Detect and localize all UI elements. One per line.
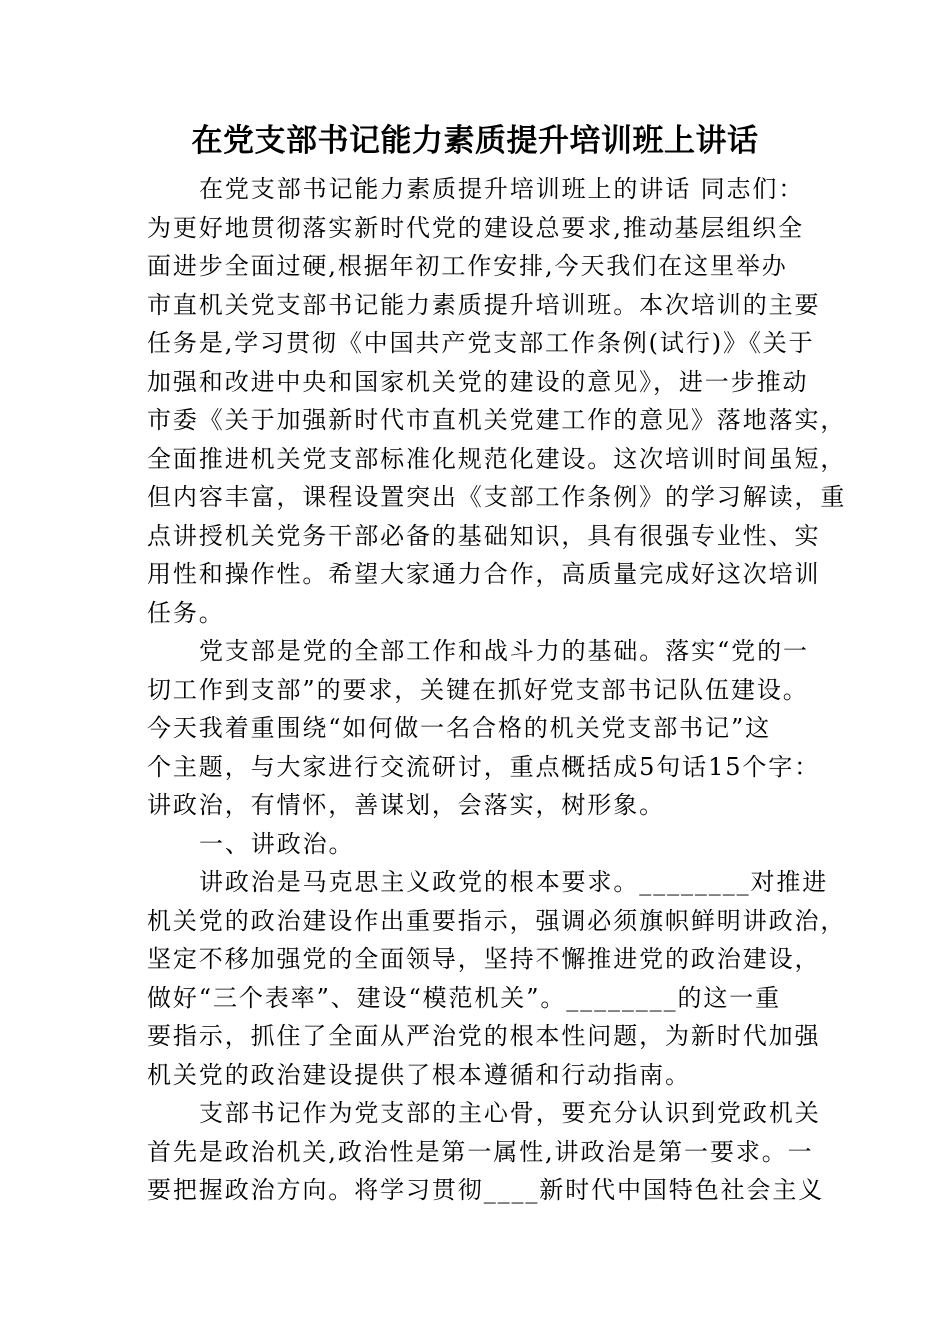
text-line: 讲政治，有情怀，善谋划，会落实，树形象。 — [147, 791, 665, 819]
text-line: 讲政治是马克思主义政党的根本要求。________对推进 — [199, 868, 829, 896]
text-line: 支部书记作为党支部的主心骨，要充分认识到党政机关 — [199, 1099, 821, 1127]
text-line: 首先是政治机关,政治性是第一属性,讲政治是第一要求。一 — [147, 1137, 814, 1166]
text-line: 机关党的政治建设提供了根本遵循和行动指南。 — [147, 1060, 691, 1089]
text-line: 点讲授机关党务干部必备的基础知识，具有很强专业性、实 — [147, 521, 821, 550]
text-line: 在党支部书记能力素质提升培训班上的讲话 同志们： — [199, 175, 805, 203]
text-line: 但内容丰富，课程设置突出《支部工作条例》的学习解读，重 — [147, 483, 847, 511]
text-line: 切工作到支部”的要求，关键在抓好党支部书记队伍建设。 — [147, 675, 809, 704]
text-line: 全面推进机关党支部标准化规范化建设。这次培训时间虽短， — [147, 444, 847, 473]
text-line: 要指示，抓住了全面从严治党的根本性问题，为新时代加强 — [147, 1022, 821, 1050]
text-line: 市委《关于加强新时代市直机关党建工作的意见》落地落实， — [147, 406, 847, 434]
text-line: 市直机关党支部书记能力素质提升培训班。本次培训的主要 — [147, 290, 821, 319]
document-title: 在党支部书记能力素质提升培训班上讲话 — [191, 123, 759, 159]
text-line: 个主题，与大家进行交流研讨，重点概括成5句话15个字： — [147, 752, 821, 781]
text-line: 今天我着重围绕“如何做一名合格的机关党支部书记”这 — [147, 714, 772, 742]
text-line: 面进步全面过硬,根据年初工作安排,今天我们在这里举办 — [147, 252, 788, 280]
text-line: 用性和操作性。希望大家通力合作，高质量完成好这次培训 — [147, 560, 821, 588]
text-line: 任务是,学习贯彻《中国共产党支部工作条例(试行)》《关于 — [147, 329, 815, 357]
document-body — [147, 170, 847, 1210]
text-line: 任务。 — [147, 598, 225, 627]
text-line: 要把握政治方向。将学习贯彻____新时代中国特色社会主义 — [147, 1176, 825, 1204]
text-line: 党支部是党的全部工作和战斗力的基础。落实“党的一 — [199, 637, 809, 665]
text-line: 机关党的政治建设作出重要指示，强调必须旗帜鲜明讲政治， — [147, 906, 847, 935]
text-line: 加强和改进中央和国家机关党的建设的意见》，进一步推动 — [147, 367, 809, 396]
text-line: 做好“三个表率”、建设“模范机关”。________的这一重 — [147, 983, 782, 1012]
text-line: 一、讲政治。 — [199, 829, 355, 858]
text-line: 坚定不移加强党的全面领导，坚持不懈推进党的政治建设， — [147, 945, 821, 973]
text-line: 为更好地贯彻落实新时代党的建设总要求,推动基层组织全 — [147, 213, 805, 242]
